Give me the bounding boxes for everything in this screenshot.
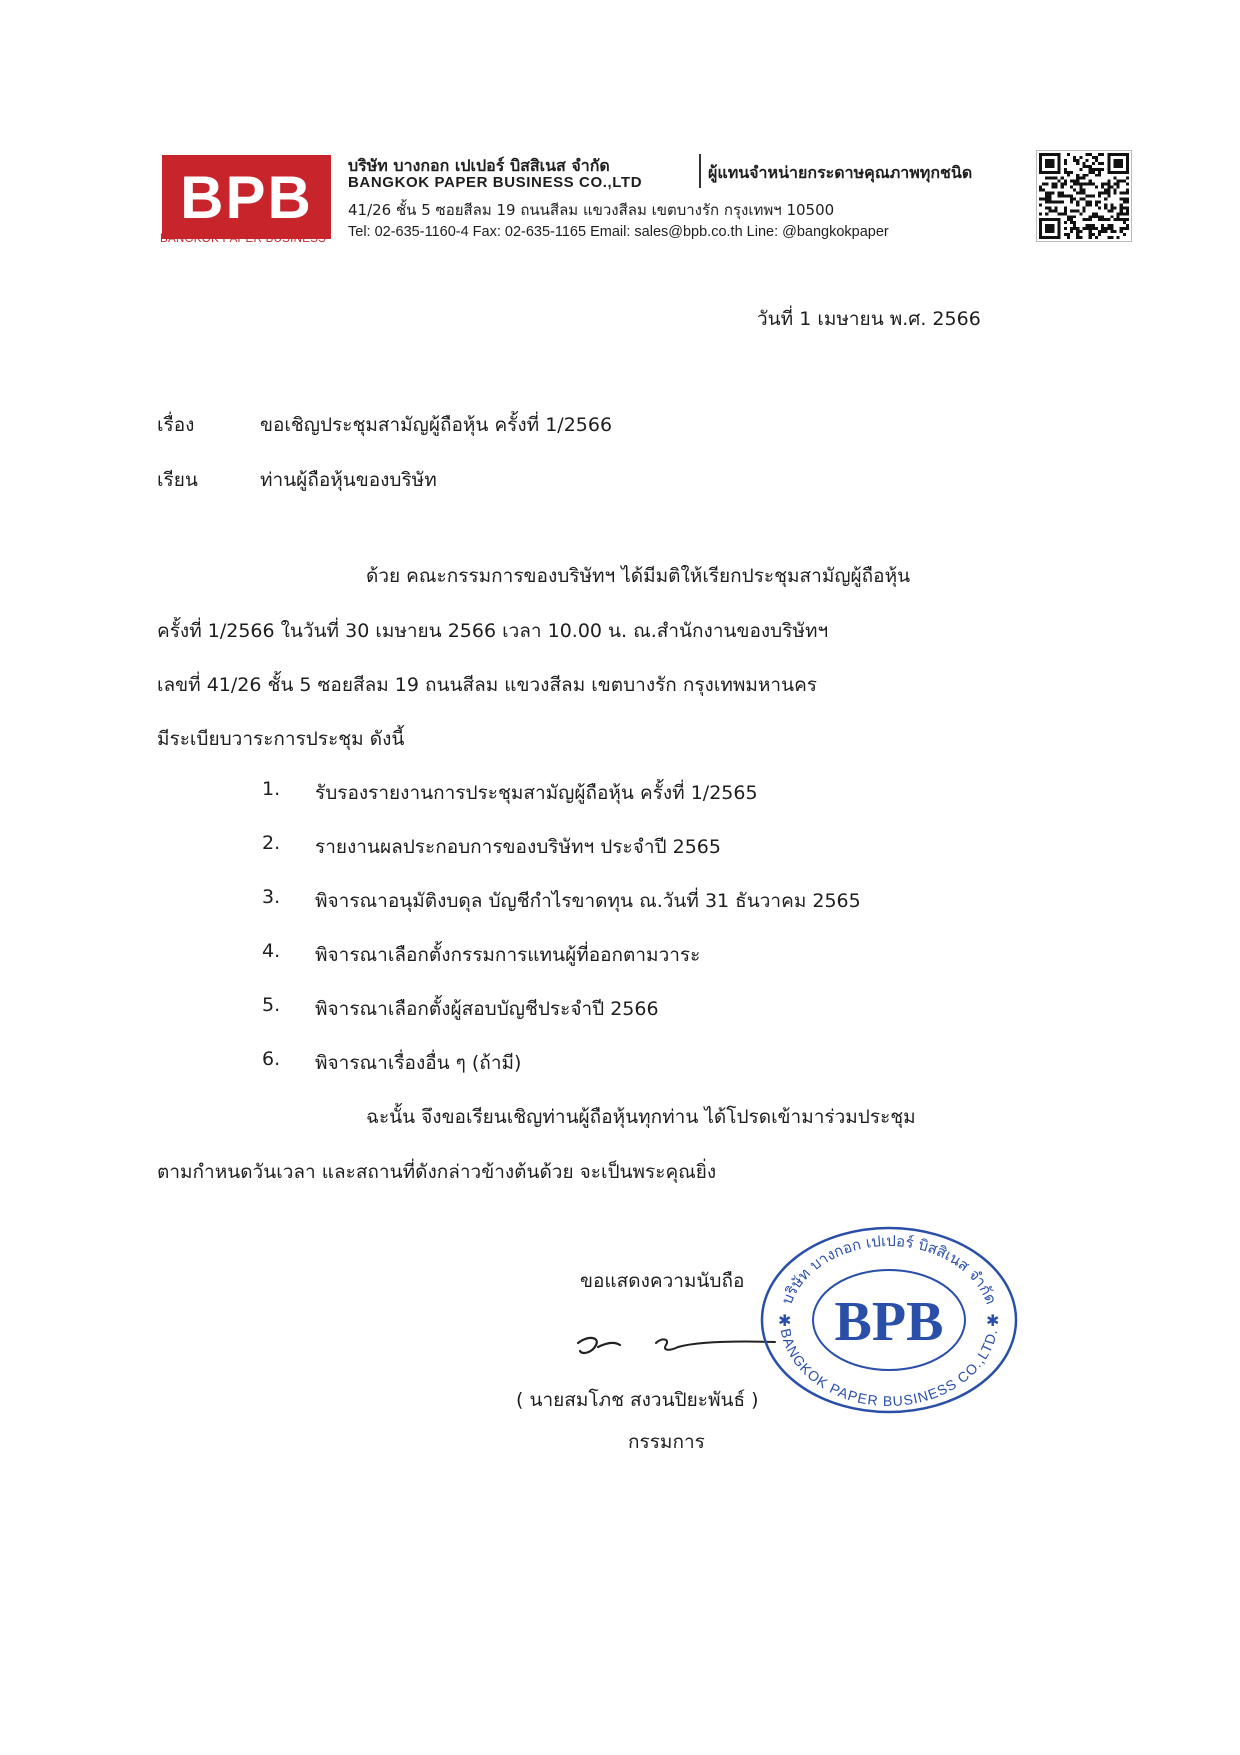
agenda-number: 2. xyxy=(262,832,281,854)
paragraph-line: ฉะนั้น จึงขอเรียนเชิญท่านผู้ถือหุ้นทุกท่าน ได้โปรดเข้ามาร่วมประชุม xyxy=(366,1106,916,1128)
dealer-tagline: ผู้แทนจำหน่ายกระดาษคุณภาพทุกชนิด xyxy=(708,163,973,182)
company-address: 41/26 ชั้น 5 ซอยสีลม 19 ถนนสีลม แขวงสีลม เขตบางรัก กรุงเทพฯ 10500 xyxy=(348,201,835,219)
seal-star-left: ✱ xyxy=(778,1311,792,1330)
signer-title: กรรมการ xyxy=(628,1431,705,1453)
paragraph-line: ตามกำหนดวันเวลา และสถานที่ดังกล่าวข้างต้นด้วย จะเป็นพระคุณยิ่ง xyxy=(157,1161,717,1183)
company-name-english: BANGKOK PAPER BUSINESS CO.,LTD xyxy=(348,174,643,191)
header-divider xyxy=(699,154,701,188)
agenda-number: 4. xyxy=(262,940,281,962)
agenda-number: 3. xyxy=(262,886,281,908)
company-contact: Tel: 02-635-1160-4 Fax: 02-635-1165 Email: sales@bpb.co.th Line: @bangkokpaper xyxy=(348,224,889,240)
seal-star-right: ✱ xyxy=(986,1311,1000,1330)
paragraph-line: ด้วย คณะกรรมการของบริษัทฯ ได้มีมติให้เรียกประชุมสามัญผู้ถือหุ้น xyxy=(366,565,911,587)
subject-text: ขอเชิญประชุมสามัญผู้ถือหุ้น ครั้งที่ 1/2566 xyxy=(260,414,613,436)
agenda-item: รับรองรายงานการประชุมสามัญผู้ถือหุ้น ครั้งที่ 1/2565 xyxy=(315,782,758,804)
logo-subtitle: BANGKOK PAPER BUSINESS xyxy=(160,233,327,245)
agenda-number: 1. xyxy=(262,778,281,800)
signer-name: ( นายสมโภช สงวนปิยะพันธ์ ) xyxy=(516,1389,759,1411)
closing-phrase: ขอแสดงความนับถือ xyxy=(580,1270,745,1292)
handwritten-signature xyxy=(570,1325,780,1365)
seal-center-text: BPB xyxy=(834,1291,944,1353)
agenda-item: พิจารณาเลือกตั้งผู้สอบบัญชีประจำปี 2566 xyxy=(315,998,659,1020)
paragraph-line: ครั้งที่ 1/2566 ในวันที่ 30 เมษายน 2566 เวลา 10.00 น. ณ.สำนักงานของบริษัทฯ xyxy=(157,620,829,642)
seal-text-bottom: BANGKOK PAPER BUSINESS CO.,LTD. xyxy=(777,1326,1001,1410)
letter-date: วันที่ 1 เมษายน พ.ศ. 2566 xyxy=(757,308,981,330)
agenda-item: พิจารณาอนุมัติงบดุล บัญชีกำไรขาดทุน ณ.วันที่ 31 ธันวาคม 2565 xyxy=(315,890,861,912)
subject-label: เรื่อง xyxy=(157,414,195,436)
company-seal xyxy=(758,1222,1020,1418)
paragraph-line: มีระเบียบวาระการประชุม ดังนี้ xyxy=(157,728,405,750)
agenda-item: พิจารณาเรื่องอื่น ๆ (ถ้ามี) xyxy=(315,1052,522,1074)
qr-code-icon xyxy=(1036,150,1132,242)
company-logo: BPB xyxy=(162,155,331,239)
paragraph-line: เลขที่ 41/26 ชั้น 5 ซอยสีลม 19 ถนนสีลม แขวงสีลม เขตบางรัก กรุงเทพมหานคร xyxy=(157,674,817,696)
agenda-item: พิจารณาเลือกตั้งกรรมการแทนผู้ที่ออกตามวาระ xyxy=(315,944,701,966)
agenda-item: รายงานผลประกอบการของบริษัทฯ ประจำปี 2565 xyxy=(315,836,721,858)
recipient-text: ท่านผู้ถือหุ้นของบริษัท xyxy=(260,469,437,491)
agenda-number: 5. xyxy=(262,994,281,1016)
company-name-thai: บริษัท บางกอก เปเปอร์ บิสสิเนส จำกัด xyxy=(348,156,610,175)
seal-text-top: บริษัท บางกอก เปเปอร์ บิสสิเนส จำกัด xyxy=(777,1231,1001,1307)
recipient-label: เรียน xyxy=(157,469,198,491)
agenda-number: 6. xyxy=(262,1048,281,1070)
